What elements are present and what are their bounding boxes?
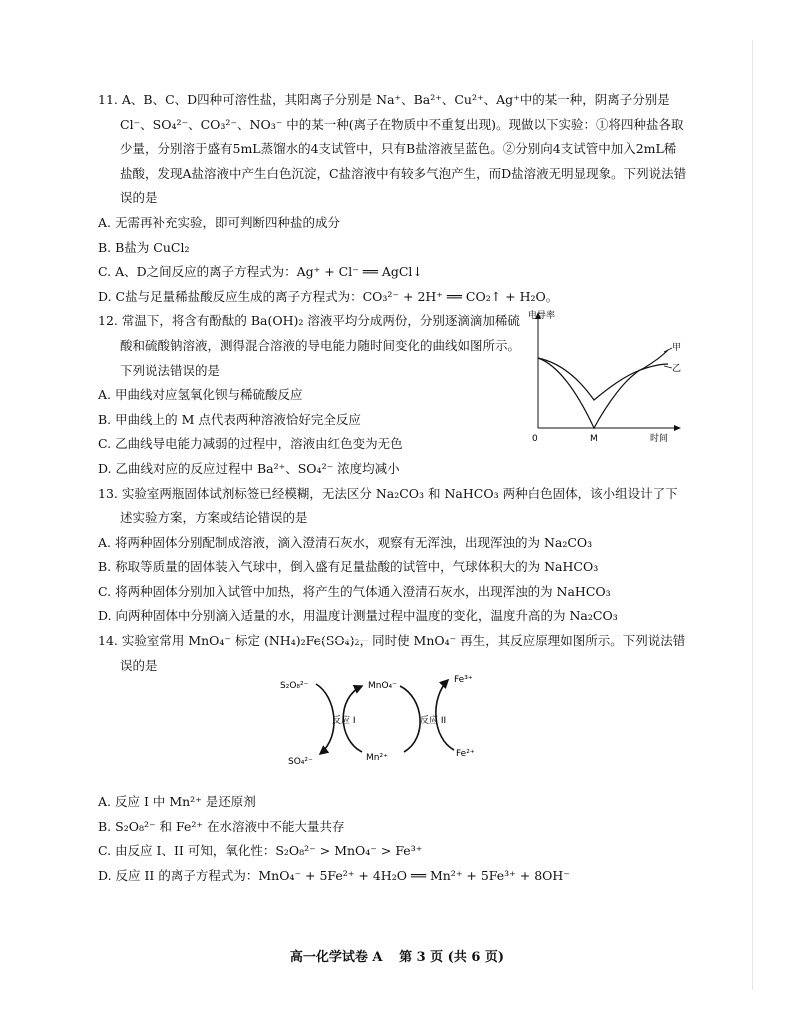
chart-origin-label: 0	[532, 434, 538, 444]
question-12-option-a: A. 甲曲线对应氢氧化钡与稀硫酸反应	[98, 387, 303, 403]
question-13-option-a: A. 将两种固体分别配制成溶液，滴入澄清石灰水，观察有无浑浊，出现浑浊的为 Na₂CO₃	[98, 534, 593, 550]
question-13	[98, 482, 688, 630]
question-11-stem: 11. A、B、C、D四种可溶性盐，其阳离子分别是 Na⁺、Ba²⁺、Cu²⁺、Ag⁺中的某一种，阴离子分别是 Cl⁻、SO₄²⁻、CO₃²⁻、NO₃⁻ 中的某一种(离子在物质中不重复出现)。现做以下实验：①将四种盐各取少量，分别溶于盛有5mL蒸馏水的4支试管中，只有B盐溶液呈蓝色。②分别向4支试管中加入2mL稀盐酸，发现A盐溶液中产生白色沉淀，C盐溶液中有较多气泡产生，而D盐溶液无明显现象。下列说法错误的是	[98, 92, 687, 206]
footer-title: 高一化学试卷 A	[289, 950, 383, 965]
question-14-stem: 14. 实验室常用 MnO₄⁻ 标定 (NH₄)₂Fe(SO₄)₂，同时使 MnO₄⁻ 再生，其反应原理如图所示。下列说法错误的是	[98, 633, 686, 673]
faint-mark-right	[530, 640, 552, 649]
question-14-option-b: B. S₂O₈²⁻ 和 Fe²⁺ 在水溶液中不能大量共存	[98, 818, 345, 834]
question-14-option-a: A. 反应 I 中 Mn²⁺ 是还原剂	[98, 794, 256, 810]
page-edge-line	[752, 40, 753, 990]
question-13-stem: 13. 实验室两瓶固体试剂标签已经模糊，无法区分 Na₂CO₃ 和 NaHCO₃ 两种白色固体，该小组设计了下述实验方案，方案或结论错误的是	[98, 485, 678, 526]
label-fe3: Fe³⁺	[454, 675, 473, 685]
label-mn2: Mn²⁺	[366, 753, 388, 763]
chart-x-label: 时间	[650, 434, 669, 444]
curve-jia	[538, 350, 668, 428]
question-12-option-b: B. 甲曲线上的 M 点代表两种溶液恰好完全反应	[98, 411, 361, 427]
question-11-option-c: C. A、D之间反应的离子方程式为：Ag⁺ + Cl⁻ ══ AgCl↓	[98, 264, 423, 280]
arc-reaction-2-right	[436, 680, 454, 750]
conductivity-chart	[526, 308, 686, 448]
question-13-option-c: C. 将两种固体分别加入试管中加热，将产生的气体通入澄清石灰水，出现浑浊的为 NaHCO₃	[98, 583, 611, 599]
curve-jia-leader	[664, 348, 672, 352]
footer-page-number: 第 3 页 (共 6 页)	[399, 950, 505, 965]
question-11-option-d: D. C盐与足量稀盐酸反应生成的离子方程式为：CO₃²⁻ + 2H⁺ ══ CO₂↑ + H₂O。	[98, 288, 559, 304]
question-12-option-c: C. 乙曲线导电能力减弱的过程中，溶液由红色变为无色	[98, 436, 403, 452]
faint-mark-left	[316, 640, 368, 649]
question-11-option-a: A. 无需再补充实验，即可判断四种盐的成分	[98, 214, 340, 230]
chart-y-label: 电导率	[528, 311, 556, 321]
curve-yi-label: 乙	[672, 364, 682, 374]
label-so4: SO₄²⁻	[288, 757, 313, 767]
question-12-option-d: D. 乙曲线对应的反应过程中 Ba²⁺、SO₄²⁻ 浓度均减小	[98, 460, 400, 476]
question-11-option-b: B. B盐为 CuCl₂	[98, 239, 190, 255]
question-12-stem: 12. 常温下，将含有酚酞的 Ba(OH)₂ 溶液平均分成两份，分别逐滴滴加稀硫酸和硫酸钠溶液，测得混合溶液的导电能力随时间变化的曲线如图所示。下列说法错误的是	[98, 313, 521, 378]
arc-reaction-2-left	[400, 686, 420, 752]
curve-yi-leader	[664, 366, 672, 368]
reaction-cycle-diagram	[270, 668, 520, 768]
label-reaction-1: 反应 I	[332, 716, 356, 726]
label-reaction-2: 反应 II	[420, 716, 447, 726]
curve-jia-label: 甲	[672, 343, 682, 353]
question-list	[98, 88, 688, 889]
question-11	[98, 88, 688, 309]
label-s2o8: S₂O₈²⁻	[280, 681, 309, 691]
question-14-option-c: C. 由反应 I、II 可知，氧化性：S₂O₈²⁻ > MnO₄⁻ > Fe³⁺	[98, 843, 423, 859]
curve-yi	[538, 358, 668, 400]
question-13-option-d: D. 向两种固体中分别滴入适量的水，用温度计测量过程中温度的变化，温度升高的为 Na₂CO₃	[98, 608, 618, 624]
chart-m-label: M	[590, 434, 598, 444]
label-mno4: MnO₄⁻	[368, 681, 397, 691]
question-13-option-b: B. 称取等质量的固体装入气球中，倒入盛有足量盐酸的试管中，气球体积大的为 NaHCO₃	[98, 559, 599, 575]
page-footer	[0, 946, 794, 965]
label-fe2: Fe²⁺	[456, 749, 475, 759]
chart-x-arrow	[674, 425, 681, 431]
question-14-option-d: D. 反应 II 的离子方程式为：MnO₄⁻ + 5Fe²⁺ + 4H₂O ══ Mn²⁺ + 5Fe³⁺ + 8OH⁻	[98, 868, 570, 884]
